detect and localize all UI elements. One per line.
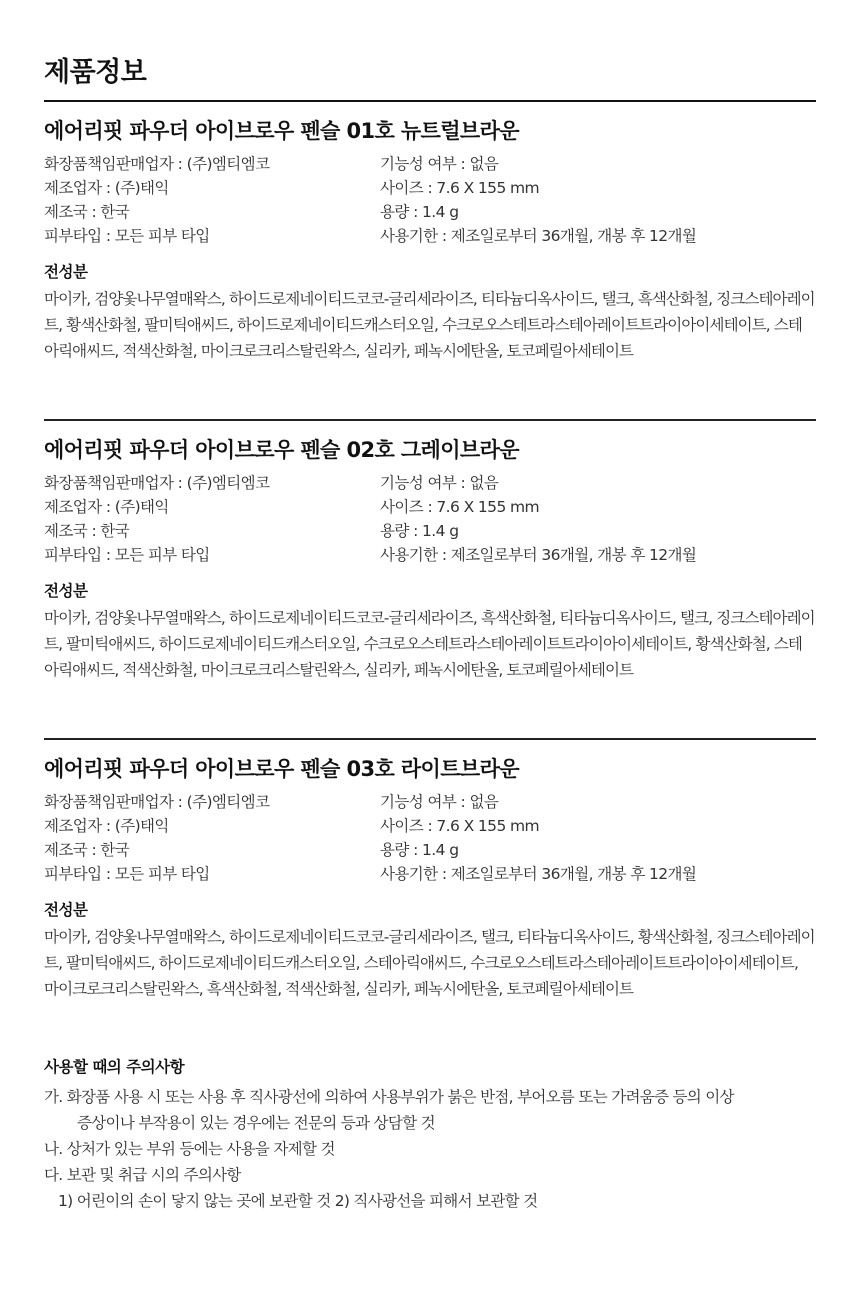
page-title: 제품정보 bbox=[44, 57, 147, 88]
expiry-info: 사용기한 : 제조일로부터 36개월, 개봉 후 12개월 bbox=[380, 227, 697, 245]
product-name: 에어리핏 파우더 아이브로우 펜슬 01호 뉴트럴브라운 bbox=[44, 119, 519, 143]
seller-info: 화장품책임판매업자 : (주)엠티엠코 bbox=[44, 474, 270, 492]
functional-info: 기능성 여부 : 없음 bbox=[380, 155, 499, 173]
manufacturer-info: 제조업자 : (주)태익 bbox=[44, 498, 169, 516]
expiry-info: 사용기한 : 제조일로부터 36개월, 개봉 후 12개월 bbox=[380, 865, 697, 883]
caution-section bbox=[44, 1054, 816, 1214]
manufacturer-info: 제조업자 : (주)태익 bbox=[44, 179, 169, 197]
section-divider bbox=[44, 738, 816, 740]
caution-heading: 사용할 때의 주의사항 bbox=[44, 1058, 185, 1076]
country-info: 제조국 : 한국 bbox=[44, 203, 130, 221]
caution-item-ga: 가. 화장품 사용 시 또는 사용 후 직사광선에 의하여 사용부위가 붉은 반점, 부어오름 또는 가려움증 등의 이상 bbox=[44, 1088, 734, 1106]
seller-info: 화장품책임판매업자 : (주)엠티엠코 bbox=[44, 793, 270, 811]
ingredients-heading: 전성분 bbox=[44, 263, 88, 281]
caution-item-da: 다. 보관 및 취급 시의 주의사항 bbox=[44, 1166, 241, 1184]
product-name: 에어리핏 파우더 아이브로우 펜슬 03호 라이트브라운 bbox=[44, 757, 519, 781]
functional-info: 기능성 여부 : 없음 bbox=[380, 474, 499, 492]
skin-type-info: 피부타입 : 모든 피부 타입 bbox=[44, 865, 210, 883]
expiry-info: 사용기한 : 제조일로부터 36개월, 개봉 후 12개월 bbox=[380, 546, 697, 564]
caution-item-na: 나. 상처가 있는 부위 등에는 사용을 자제할 것 bbox=[44, 1140, 335, 1158]
manufacturer-info: 제조업자 : (주)태익 bbox=[44, 817, 169, 835]
product-info-left bbox=[44, 790, 374, 886]
ingredients-heading: 전성분 bbox=[44, 582, 88, 600]
ingredients-heading: 전성분 bbox=[44, 901, 88, 919]
volume-info: 용량 : 1.4 g bbox=[380, 841, 459, 859]
product-info-left bbox=[44, 152, 374, 248]
functional-info: 기능성 여부 : 없음 bbox=[380, 793, 499, 811]
ingredients-list: 마이카, 검양옻나무열매왁스, 하이드로제네이티드코코-글리세라이즈, 티타늄디옥사이드, 탤크, 흑색산화철, 징크스테아레이트, 황색산화철, 팔미틱애씨드, 하이드로제네이티드캐스터오일, 수크로오스테트라스테아레이트트라이아이세테이트, 스테아릭애씨드, 적색산화철, 마이크로크리스탈린왁스, 실리카, 페녹시에탄올, 토코페릴아세테이트 bbox=[44, 290, 815, 360]
country-info: 제조국 : 한국 bbox=[44, 841, 130, 859]
product-name: 에어리핏 파우더 아이브로우 펜슬 02호 그레이브라운 bbox=[44, 438, 519, 462]
section-divider bbox=[44, 419, 816, 421]
caution-item-da-detail: 1) 어린이의 손이 닿지 않는 곳에 보관할 것 2) 직사광선을 피해서 보관할 것 bbox=[58, 1192, 538, 1210]
size-info: 사이즈 : 7.6 X 155 mm bbox=[380, 179, 540, 197]
volume-info: 용량 : 1.4 g bbox=[380, 522, 459, 540]
caution-item-ga-continued: 증상이나 부작용이 있는 경우에는 전문의 등과 상담할 것 bbox=[77, 1114, 435, 1132]
product-info-left bbox=[44, 471, 374, 567]
volume-info: 용량 : 1.4 g bbox=[380, 203, 459, 221]
country-info: 제조국 : 한국 bbox=[44, 522, 130, 540]
skin-type-info: 피부타입 : 모든 피부 타입 bbox=[44, 546, 210, 564]
ingredients-list: 마이카, 검양옻나무열매왁스, 하이드로제네이티드코코-글리세라이즈, 흑색산화철, 티타늄디옥사이드, 탤크, 징크스테아레이트, 팔미틱애씨드, 하이드로제네이티드캐스터오일, 수크로오스테트라스테아레이트트라이아이세테이트, 황색산화철, 스테아릭애씨드, 적색산화철, 마이크로크리스탈린왁스, 실리카, 페녹시에탄올, 토코페릴아세테이트 bbox=[44, 609, 815, 679]
size-info: 사이즈 : 7.6 X 155 mm bbox=[380, 817, 540, 835]
title-divider bbox=[44, 100, 816, 102]
product-info-right bbox=[380, 790, 816, 886]
seller-info: 화장품책임판매업자 : (주)엠티엠코 bbox=[44, 155, 270, 173]
product-info-right bbox=[380, 152, 816, 248]
ingredients-list: 마이카, 검양옻나무열매왁스, 하이드로제네이티드코코-글리세라이즈, 탤크, 티타늄디옥사이드, 황색산화철, 징크스테아레이트, 팔미틱애씨드, 하이드로제네이티드캐스터오일, 스테아릭애씨드, 수크로오스테트라스테아레이트트라이아이세테이트, 마이크로크리스탈린왁스, 흑색산화철, 적색산화철, 실리카, 페녹시에탄올, 토코페릴아세테이트 bbox=[44, 928, 815, 998]
skin-type-info: 피부타입 : 모든 피부 타입 bbox=[44, 227, 210, 245]
size-info: 사이즈 : 7.6 X 155 mm bbox=[380, 498, 540, 516]
product-info-right bbox=[380, 471, 816, 567]
